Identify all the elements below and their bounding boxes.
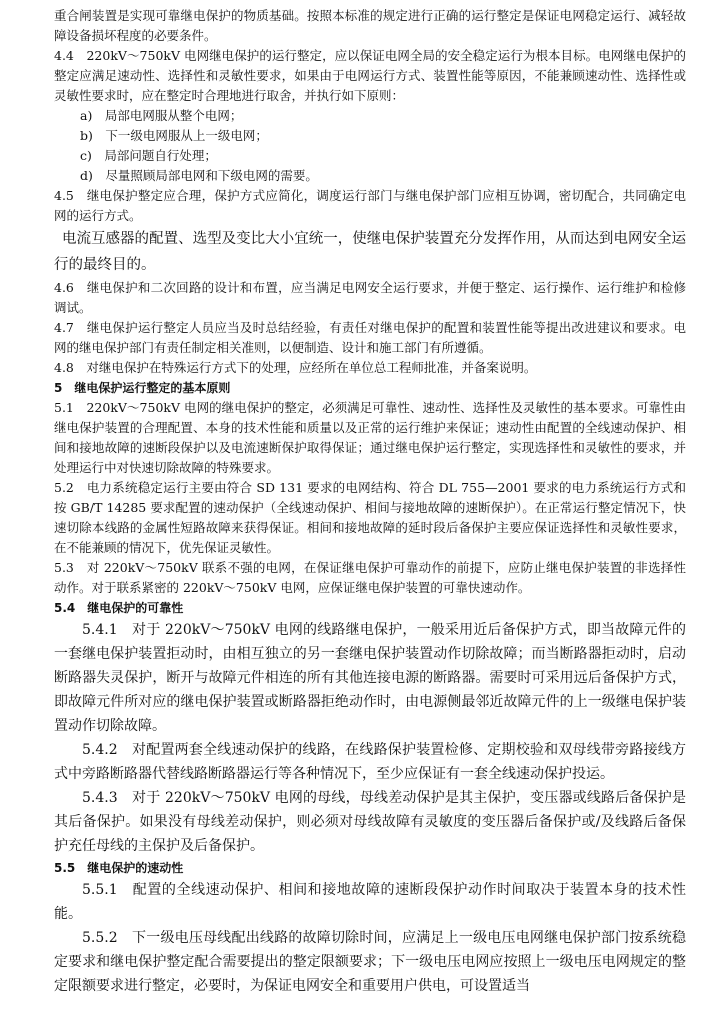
list-item: d) 尽量照顾局部电网和下级电网的需要。: [80, 168, 318, 183]
clause-4-7: 4.7 继电保护运行整定人员应当及时总结经验，有责任对继电保护的配置和装置性能等提出改进建议和要求。电网的继电保护部门有责任制定相关准则，以便制造、设计和施工部门有所遵循。: [54, 320, 686, 355]
clause-5-1: 5.1 220kV～750kV 电网的继电保护的整定，必须满足可靠性、速动性、选择性及灵敏性的基本要求。可靠性由继电保护装置的合理配置、本身的技术性能和质量以及正常的运行维护来保证；速动性由配置的全线速动保护、相间和接地故障的速断段保护以及电流速断保护取得保证；通过继电保护运行整定，实现选择性和灵敏性的要求，并处理运行中对快速切除故障的特殊要求。: [54, 400, 686, 475]
list-item: a) 局部电网服从整个电网；: [80, 108, 243, 123]
clause-5-4-1: 5.4.1 对于 220kV～750kV 电网的线路继电保护，一般采用近后备保护方式，即当故障元件的一套继电保护装置拒动时，由相互独立的另一套继电保护装置动作切除故障；而当断路器拒动时，启动断路器失灵保护，断开与故障元件相连的所有其他连接电源的断路器。需要时可采用远后备保护方式，即故障元件所对应的继电保护装置或断路器拒绝动作时，由电源侧最邻近故障元件的上一级继电保护装置动作切除故障。: [54, 622, 686, 734]
section-5-4-heading: 5.4 继电保护的可靠性: [54, 601, 184, 615]
clause-4-6: 4.6 继电保护和二次回路的设计和布置，应当满足电网安全运行要求，并便于整定、运行操作、运行维护和检修调试。: [54, 280, 686, 315]
list-item: c) 局部问题自行处理；: [80, 148, 217, 163]
ct-paragraph: 电流互感器的配置、选型及变比大小宜统一，使继电保护装置充分发挥作用，从而达到电网安全运行的最终目的。: [54, 231, 686, 273]
clause-5-4-3: 5.4.3 对于 220kV～750kV 电网的母线，母线差动保护是其主保护，变压器或线路后备保护是其后备保护。如果没有母线差动保护，则必须对母线故障有灵敏度的变压器后备保护或/及线路后备保护充任母线的主保护及后备保护。: [54, 790, 686, 854]
clause-4-5: 4.5 继电保护整定应合理，保护方式应简化，调度运行部门与继电保护部门应相互协调，密切配合，共同确定电网的运行方式。: [54, 188, 686, 223]
clause-4-4-list: [54, 106, 686, 186]
clause-5-4-2: 5.4.2 对配置两套全线速动保护的线路，在线路保护装置检修、定期校验和双母线带旁路接线方式中旁路断路器代替线路断路器运行等各种情况下，至少应保证有一套全线速动保护投运。: [54, 742, 686, 782]
clause-4-4: 4.4 220kV～750kV 电网继电保护的运行整定，应以保证电网全局的安全稳定运行为根本目标。电网继电保护的整定应满足速动性、选择性和灵敏性要求，如果由于电网运行方式、装置性能等原因，不能兼顾速动性、选择性或灵敏性要求时，应在整定时合理地进行取舍，并执行如下原则：: [54, 48, 686, 103]
clause-5-2: 5.2 电力系统稳定运行主要由符合 SD 131 要求的电网结构、符合 DL 755—2001 要求的电力系统运行方式和按 GB/T 14285 要求配置的速动保护（全线速动保护、相间与接地故障的速断保护）。在正常运行整定情况下，快速切除本线路的金属性短路故障来获得保证。相间和接地故障的延时段后备保护主要应保证选择性和灵敏性要求，在不能兼顾的情况下，优先保证灵敏性。: [54, 480, 686, 555]
clause-5-3: 5.3 对 220kV～750kV 联系不强的电网，在保证继电保护可靠动作的前提下，应防止继电保护装置的非选择性动作。对于联系紧密的 220kV～750kV 电网，应保证继电保护装置的可靠快速动作。: [54, 560, 686, 595]
document-page: [54, 6, 686, 998]
section-5-heading: 5 继电保护运行整定的基本原则: [54, 381, 231, 395]
clause-5-5-2: 5.5.2 下一级电压母线配出线路的故障切除时间，应满足上一级电压电网继电保护部门按系统稳定要求和继电保护整定配合需要提出的整定限额要求；下一级电压电网应按照上一级电压电网规定的整定限额要求进行整定，必要时，为保证电网安全和重要用户供电，可设置适当: [54, 930, 686, 994]
section-5-5-heading: 5.5 继电保护的速动性: [54, 861, 184, 875]
intro-paragraph: 重合闸装置是实现可靠继电保护的物质基础。按照本标准的规定进行正确的运行整定是保证电网稳定运行、减轻故障设备损坏程度的必要条件。: [54, 8, 686, 43]
clause-5-5-1: 5.5.1 配置的全线速动保护、相间和接地故障的速断段保护动作时间取决于装置本身的技术性能。: [54, 882, 686, 922]
clause-4-8: 4.8 对继电保护在特殊运行方式下的处理，应经所在单位总工程师批准，并备案说明。: [54, 360, 537, 375]
list-item: b) 下一级电网服从上一级电网；: [80, 128, 268, 143]
